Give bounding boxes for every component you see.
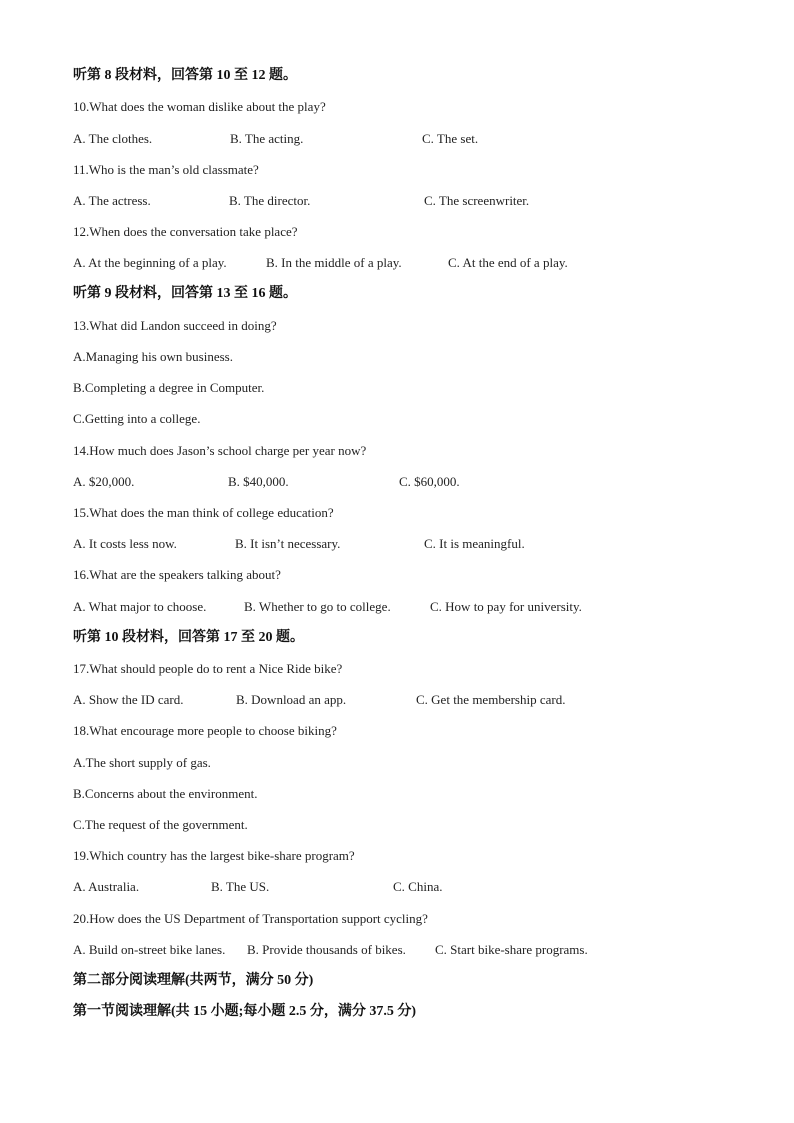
options-row-17 — [0, 690, 794, 710]
options-row-12 — [0, 253, 794, 273]
option-c: C. The screenwriter. — [424, 193, 530, 208]
options-row-20 — [0, 940, 794, 960]
options-row-19 — [0, 877, 794, 897]
question-14: 14.How much does Jason’s school charge per year now? — [73, 443, 367, 458]
option-a: A. The clothes. — [73, 131, 153, 146]
option-a: A. At the beginning of a play. — [73, 255, 227, 270]
option-c: C. The set. — [422, 131, 479, 146]
question-15: 15.What does the man think of college education? — [73, 505, 334, 520]
option-c: C. How to pay for university. — [430, 599, 582, 614]
option-b: B. Download an app. — [236, 692, 347, 707]
options-row-15 — [0, 534, 794, 554]
option-a: A.The short supply of gas. — [73, 755, 211, 770]
question-17: 17.What should people do to rent a Nice Ride bike? — [73, 661, 343, 676]
option-c: C. China. — [393, 879, 443, 894]
option-c: C. At the end of a play. — [448, 255, 568, 270]
options-row-11 — [0, 191, 794, 211]
section-heading-10: 听第 10 段材料，回答第 17 至 20 题。 — [73, 630, 304, 645]
option-a: A. $20,000. — [73, 474, 135, 489]
option-c: C. $60,000. — [399, 474, 460, 489]
question-19: 19.Which country has the largest bike-share program? — [73, 848, 355, 863]
options-row-10 — [0, 129, 794, 149]
option-b: B. The acting. — [230, 131, 304, 146]
section-heading-8: 听第 8 段材料，回答第 10 至 12 题。 — [73, 68, 297, 83]
option-b: B. Provide thousands of bikes. — [247, 942, 406, 957]
option-b: B. It isn’t necessary. — [235, 536, 341, 551]
option-b: B. $40,000. — [228, 474, 289, 489]
question-11: 11.Who is the man’s old classmate? — [73, 162, 259, 177]
option-a: A.Managing his own business. — [73, 349, 233, 364]
option-a: A. Australia. — [73, 879, 140, 894]
question-18: 18.What encourage more people to choose biking? — [73, 723, 337, 738]
option-c: C.Getting into a college. — [73, 411, 201, 426]
option-b: B. The director. — [229, 193, 311, 208]
question-16: 16.What are the speakers talking about? — [73, 567, 281, 582]
question-13: 13.What did Landon succeed in doing? — [73, 318, 277, 333]
question-12: 12.When does the conversation take place? — [73, 224, 298, 239]
part2-heading: 第二部分阅读理解(共两节，满分 50 分) — [73, 973, 314, 988]
part2-section1-heading: 第一节阅读理解(共 15 小题;每小题 2.5 分，满分 37.5 分) — [73, 1004, 416, 1019]
option-a: A. What major to choose. — [73, 599, 207, 614]
option-c: C. Get the membership card. — [416, 692, 566, 707]
option-c: C.The request of the government. — [73, 817, 248, 832]
option-b: B. The US. — [211, 879, 270, 894]
option-a: A. It costs less now. — [73, 536, 177, 551]
option-b: B. Whether to go to college. — [244, 599, 391, 614]
option-c: C. It is meaningful. — [424, 536, 525, 551]
option-a: A. Show the ID card. — [73, 692, 184, 707]
option-a: A. The actress. — [73, 193, 151, 208]
options-row-16 — [0, 597, 794, 617]
options-row-14 — [0, 472, 794, 492]
option-b: B.Completing a degree in Computer. — [73, 380, 265, 395]
option-a: A. Build on-street bike lanes. — [73, 942, 226, 957]
option-b: B.Concerns about the environment. — [73, 786, 258, 801]
option-b: B. In the middle of a play. — [266, 255, 402, 270]
option-c: C. Start bike-share programs. — [435, 942, 588, 957]
section-heading-9: 听第 9 段材料，回答第 13 至 16 题。 — [73, 286, 297, 301]
question-20: 20.How does the US Department of Transportation support cycling? — [73, 911, 428, 926]
question-10: 10.What does the woman dislike about the play? — [73, 99, 326, 114]
